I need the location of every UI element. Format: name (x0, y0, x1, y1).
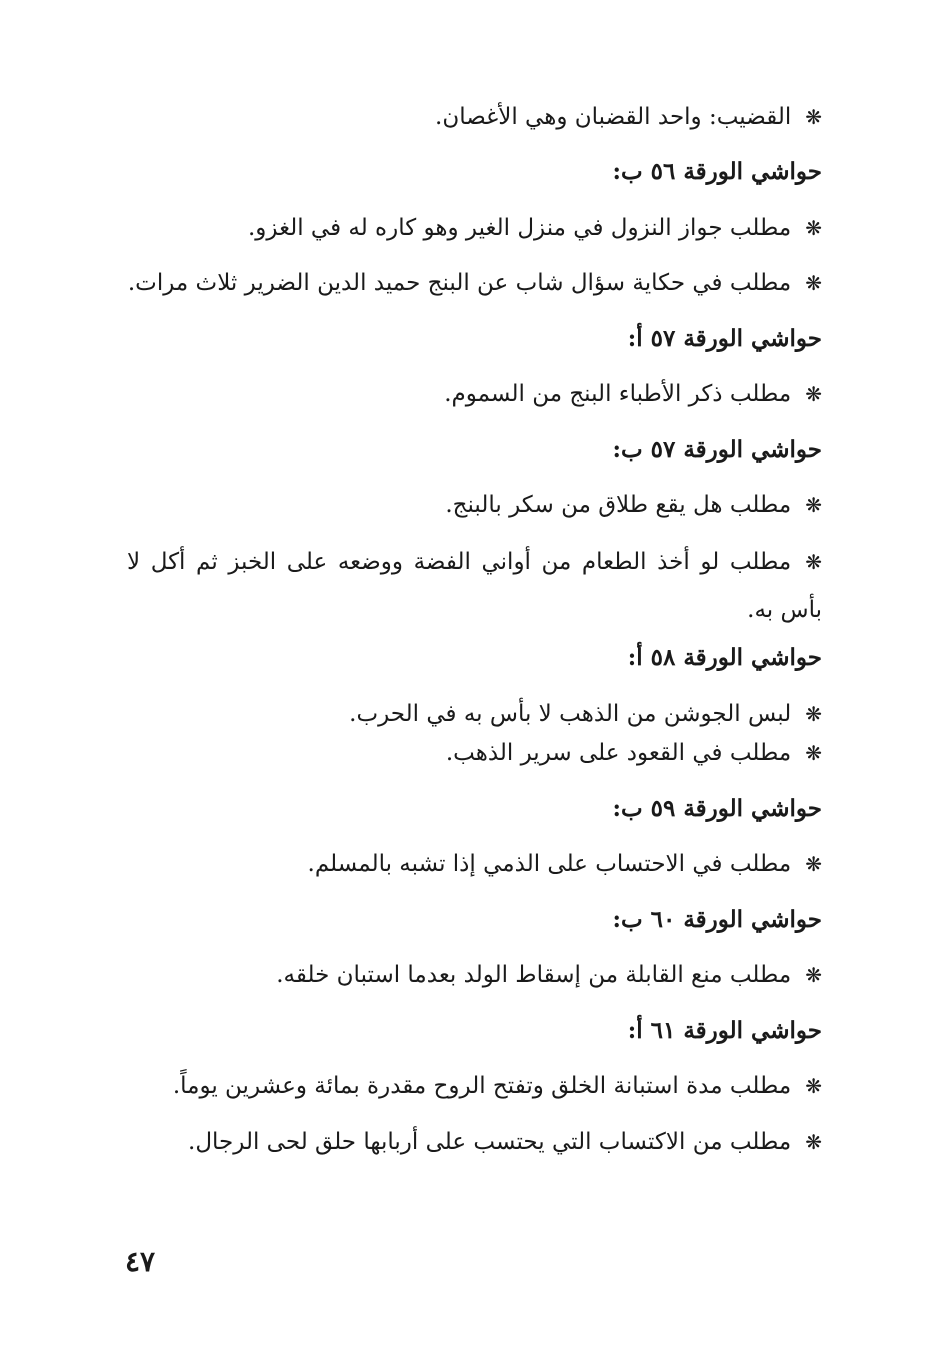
item-text: مطلب هل يقع طلاق من سكر بالبنج. (445, 492, 792, 518)
bullet-icon: ❋ (805, 741, 822, 765)
section-heading: حواشي الورقة ٥٨ أ: (627, 644, 822, 671)
item-text: مطلب مدة استبانة الخلق وتفتح الروح مقدرة بمائة وعشرين يوماً. (172, 1073, 792, 1099)
list-item (122, 960, 822, 990)
bullet-icon: ❋ (805, 382, 822, 406)
list-item (122, 490, 822, 520)
item-text: مطلب من الاكتساب التي يحتسب على أربابها حلق لحى الرجال. (188, 1129, 792, 1155)
item-text: مطلب في الاحتساب على الذمي إذا تشبه بالمسلم. (307, 851, 792, 877)
item-text: القضيب: واحد القضبان وهي الأغصان. (435, 104, 792, 130)
list-item (122, 213, 822, 243)
section-heading: حواشي الورقة ٥٦ ب: (612, 158, 822, 185)
bullet-icon: ❋ (805, 216, 822, 240)
page-number: ٤٧ (125, 1245, 156, 1278)
bullet-icon: ❋ (805, 1074, 822, 1098)
bullet-icon: ❋ (805, 702, 822, 726)
list-item (122, 699, 822, 729)
bullet-icon: ❋ (805, 550, 822, 574)
list-item (122, 268, 822, 298)
item-text: مطلب جواز النزول في منزل الغير وهو كاره له في الغزو. (248, 215, 792, 241)
item-text: مطلب لو أخذ الطعام من أواني الفضة ووضعه على الخبز ثم أكل لا بأس به. (127, 549, 822, 623)
bullet-icon: ❋ (805, 105, 822, 129)
bullet-icon: ❋ (805, 852, 822, 876)
list-item (127, 538, 822, 634)
bullet-icon: ❋ (805, 1130, 822, 1154)
list-item (122, 1127, 822, 1157)
item-text: مطلب في القعود على سرير الذهب. (445, 740, 792, 766)
item-text: لبس الجوشن من الذهب لا بأس به في الحرب. (349, 701, 792, 727)
bullet-icon: ❋ (805, 271, 822, 295)
bullet-icon: ❋ (805, 493, 822, 517)
section-heading: حواشي الورقة ٥٩ ب: (612, 795, 822, 822)
list-item (122, 1071, 822, 1101)
section-heading: حواشي الورقة ٦٠ ب: (612, 906, 822, 933)
list-item (122, 849, 822, 879)
item-text: مطلب في حكاية سؤال شاب عن البنج حميد الدين الضرير ثلاث مرات. (127, 270, 792, 296)
bullet-icon: ❋ (805, 963, 822, 987)
list-item (122, 379, 822, 409)
item-text: مطلب منع القابلة من إسقاط الولد بعدما استبان خلقه. (276, 962, 792, 988)
item-text: مطلب ذكر الأطباء البنج من السموم. (444, 381, 792, 407)
list-item (122, 738, 822, 768)
section-heading: حواشي الورقة ٦١ أ: (627, 1017, 822, 1044)
section-heading: حواشي الورقة ٥٧ ب: (612, 436, 822, 463)
section-heading: حواشي الورقة ٥٧ أ: (627, 325, 822, 352)
list-item (122, 102, 822, 132)
